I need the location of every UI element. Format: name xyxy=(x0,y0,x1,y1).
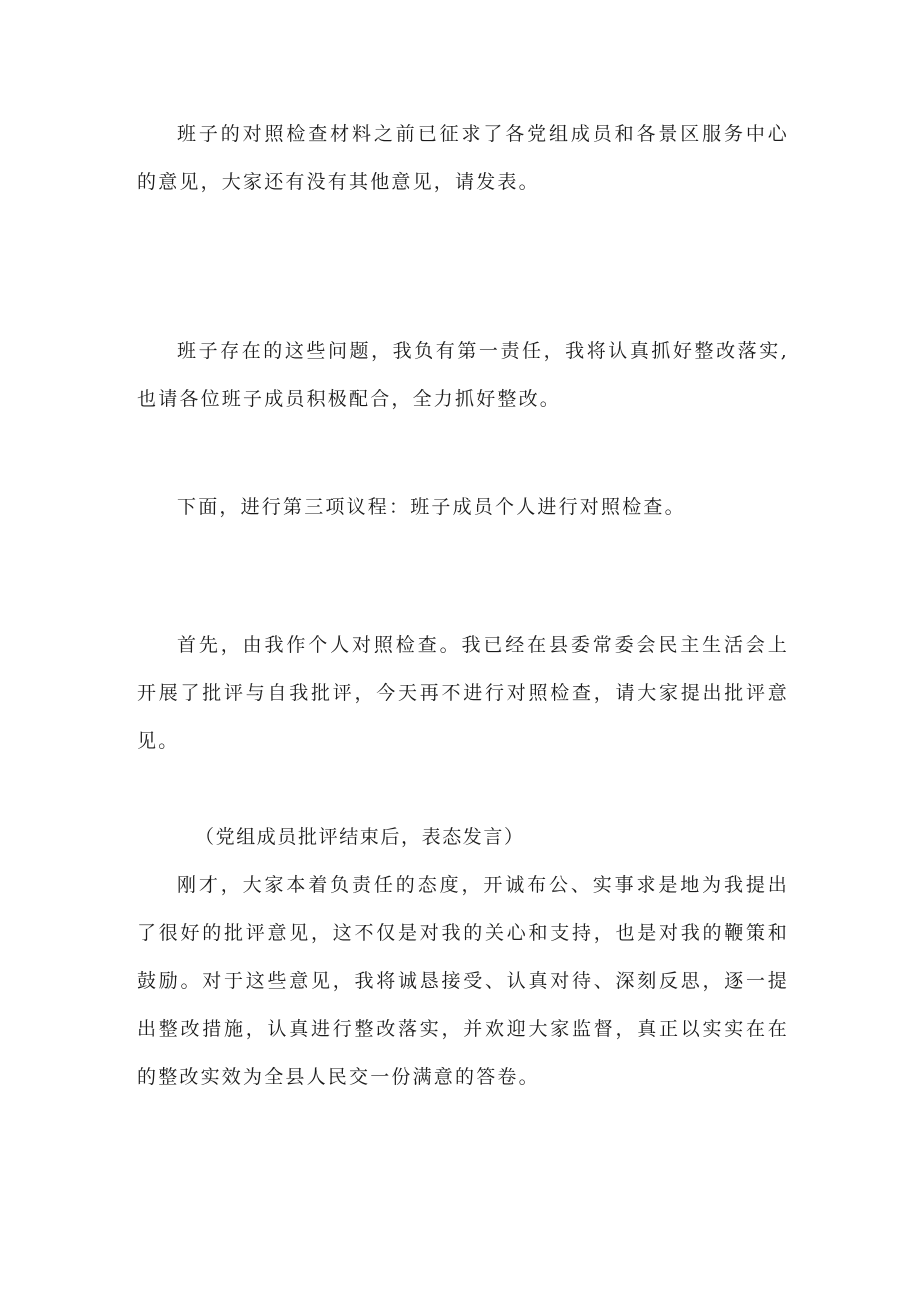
paragraph-self-check: 首先，由我作个人对照检查。我已经在县委常委会民主生活会上开展了批评与自我批评，今天再不进行对照检查，请大家提出批评意见。 xyxy=(137,634,789,752)
paragraph-agenda-item-three: 下面，进行第三项议程：班子成员个人进行对照检查。 xyxy=(177,496,686,518)
paragraph-stage-note: （党组成员批评结束后，表态发言） xyxy=(195,826,525,848)
paragraph-responsibility: 班子存在的这些问题，我负有第一责任，我将认真抓好整改落实,也请各位班子成员积极配合，全力抓好整改。 xyxy=(137,340,789,410)
paragraph-response-statement: 刚才，大家本着负责任的态度，开诚布公、实事求是地为我提出了很好的批评意见，这不仅是对我的关心和支持，也是对我的鞭策和鼓励。对于这些意见，我将诚恳接受、认真对待、深刻反思，逐一提出整改措施，认真进行整改落实，并欢迎大家监督，真正以实实在在的整改实效为全县人民交一份满意的答卷。 xyxy=(137,874,789,1088)
paragraph-opinion-request: 班子的对照检查材料之前已征求了各党组成员和各景区服务中心的意见，大家还有没有其他意见，请发表。 xyxy=(137,123,789,193)
